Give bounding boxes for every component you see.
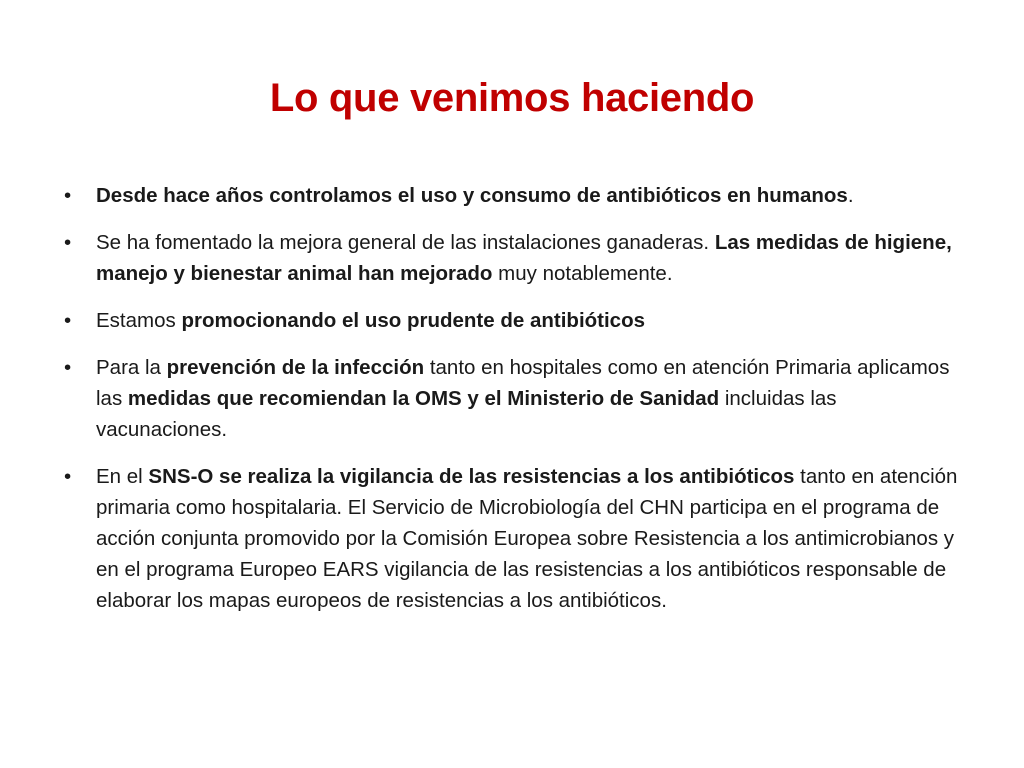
slide-title: Lo que venimos haciendo	[269, 76, 755, 120]
text-segment: SNS-O se realiza la vigilancia de las resistencias a los antibióticos	[148, 465, 795, 488]
text-segment: Se ha fomentado la mejora general de las instalaciones ganaderas.	[96, 231, 715, 254]
bullet-text	[96, 465, 957, 612]
bullet-item	[62, 180, 972, 211]
bullet-list	[62, 180, 972, 632]
bullet-item	[62, 352, 972, 445]
text-segment: En el	[96, 465, 149, 488]
text-segment: Desde hace años controlamos el uso y consumo de antibióticos en humanos	[96, 184, 848, 207]
bullet-icon: •	[64, 231, 72, 254]
bullet-text	[96, 356, 949, 441]
bullet-item	[62, 305, 972, 336]
text-segment: tanto en hospitales como en atención Primaria aplicamos las	[96, 356, 950, 410]
bullet-item	[62, 461, 972, 616]
text-segment: Estamos	[96, 309, 182, 332]
bullet-icon: •	[64, 309, 72, 332]
bullet-icon: •	[64, 356, 72, 379]
bullet-item	[62, 227, 972, 289]
text-segment: tanto en atención primaria como hospitalaria. El Servicio de Microbiología del CHN participa en el programa de acción conjunta promovido por la Comisión Europea sobre Resistencia a los antimicrobianos y en el programa Europeo EARS vigilancia de las resistencias a los antibióticos responsable de elaborar los mapas europeos de resistencias a los antibióticos.	[96, 465, 958, 612]
bullet-icon: •	[64, 465, 72, 488]
text-segment: Las medidas de higiene, manejo y bienestar animal han mejorado	[96, 231, 952, 285]
text-segment: Para la	[96, 356, 167, 379]
text-segment: .	[847, 184, 854, 207]
bullet-text	[96, 184, 854, 207]
bullet-text	[96, 231, 952, 285]
text-segment: prevención de la infección	[166, 356, 425, 379]
bullet-icon: •	[64, 184, 72, 207]
text-segment: muy notablemente.	[492, 262, 673, 285]
bullet-text	[96, 309, 645, 332]
text-segment: incluidas las vacunaciones.	[96, 387, 837, 441]
text-segment: medidas que recomiendan la OMS y el Ministerio de Sanidad	[127, 387, 720, 410]
text-segment: promocionando el uso prudente de antibióticos	[181, 309, 646, 332]
